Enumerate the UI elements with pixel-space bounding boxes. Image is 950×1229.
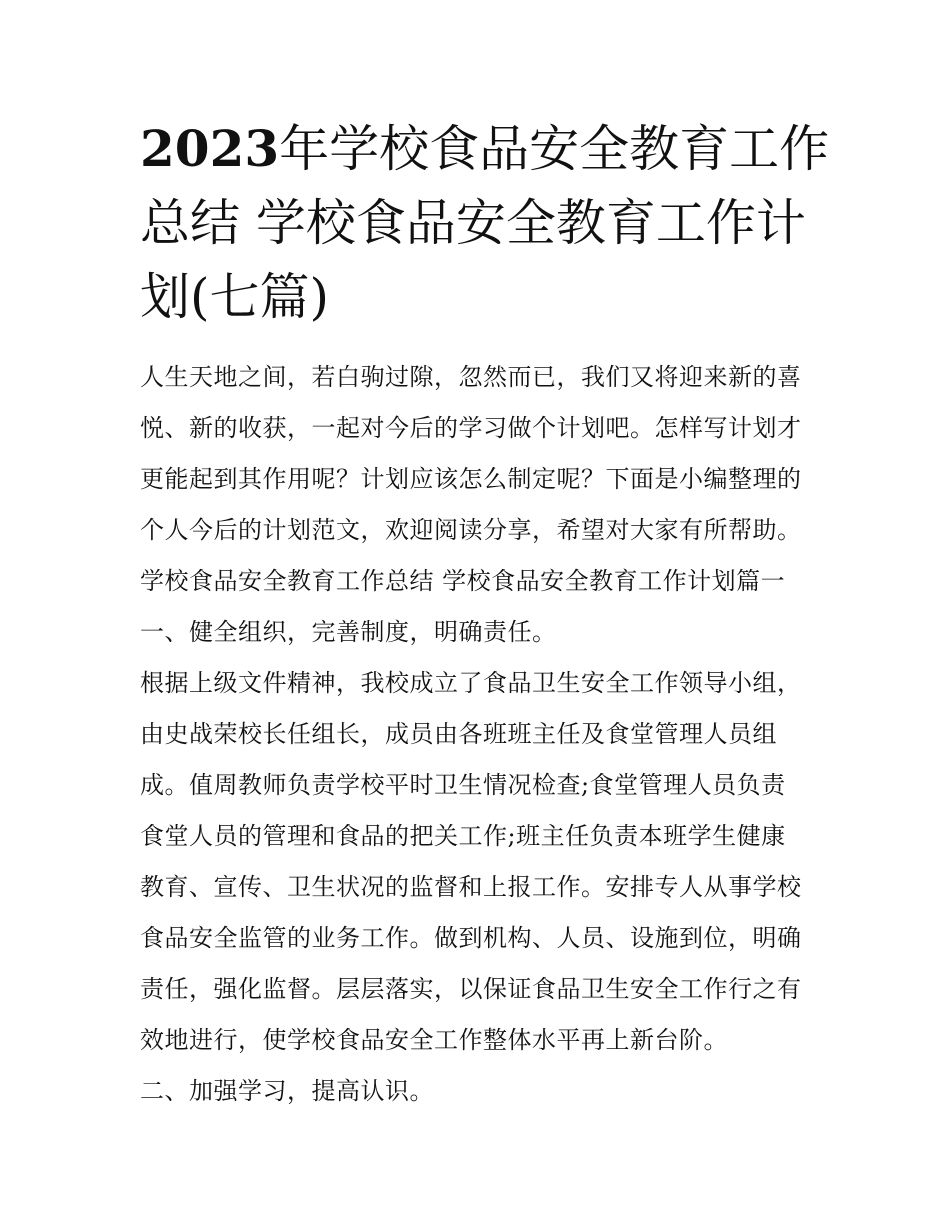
title-line-3: 划(七篇) bbox=[140, 268, 330, 326]
title-year: 2023 bbox=[140, 119, 280, 178]
body-line: 人生天地之间，若白驹过隙，忽然而已，我们又将迎来新的喜 bbox=[140, 363, 802, 391]
body-line: 成。值周教师负责学校平时卫生情况检查;食堂管理人员负责 bbox=[140, 771, 786, 799]
body-line: 食堂人员的管理和食品的把关工作;班主任负责本班学生健康 bbox=[140, 822, 786, 850]
body-line: 责任，强化监督。层层落实，以保证食品卫生安全工作行之有 bbox=[140, 975, 802, 1003]
body-line: 根据上级文件精神，我校成立了食品卫生安全工作领导小组， bbox=[140, 669, 802, 697]
body-line: 更能起到其作用呢？计划应该怎么制定呢？下面是小编整理的 bbox=[140, 465, 802, 493]
document-body bbox=[140, 352, 830, 1117]
body-line: 效地进行，使学校食品安全工作整体水平再上新台阶。 bbox=[140, 1026, 728, 1054]
body-line: 由史战荣校长任组长，成员由各班班主任及食堂管理人员组 bbox=[140, 720, 777, 748]
sub-heading: 一、健全组织，完善制度，明确责任。 bbox=[140, 618, 557, 646]
body-line: 个人今后的计划范文，欢迎阅读分享，希望对大家有所帮助。 bbox=[140, 516, 802, 544]
body-line: 悦、新的收获，一起对今后的学习做个计划吧。怎样写计划才 bbox=[140, 414, 802, 442]
title-line-2: 总结 学校食品安全教育工作计 bbox=[140, 194, 806, 252]
document-title bbox=[140, 112, 830, 334]
body-line: 食品安全监管的业务工作。做到机构、人员、设施到位，明确 bbox=[140, 924, 802, 952]
section-heading: 学校食品安全教育工作总结 学校食品安全教育工作计划篇一 bbox=[140, 567, 786, 595]
sub-heading: 二、加强学习，提高认识。 bbox=[140, 1077, 434, 1105]
body-line: 教育、宣传、卫生状况的监督和上报工作。安排专人从事学校 bbox=[140, 873, 802, 901]
title-line-1 bbox=[140, 112, 830, 186]
title-line-text: 年学校食品安全教育工作 bbox=[279, 120, 830, 178]
